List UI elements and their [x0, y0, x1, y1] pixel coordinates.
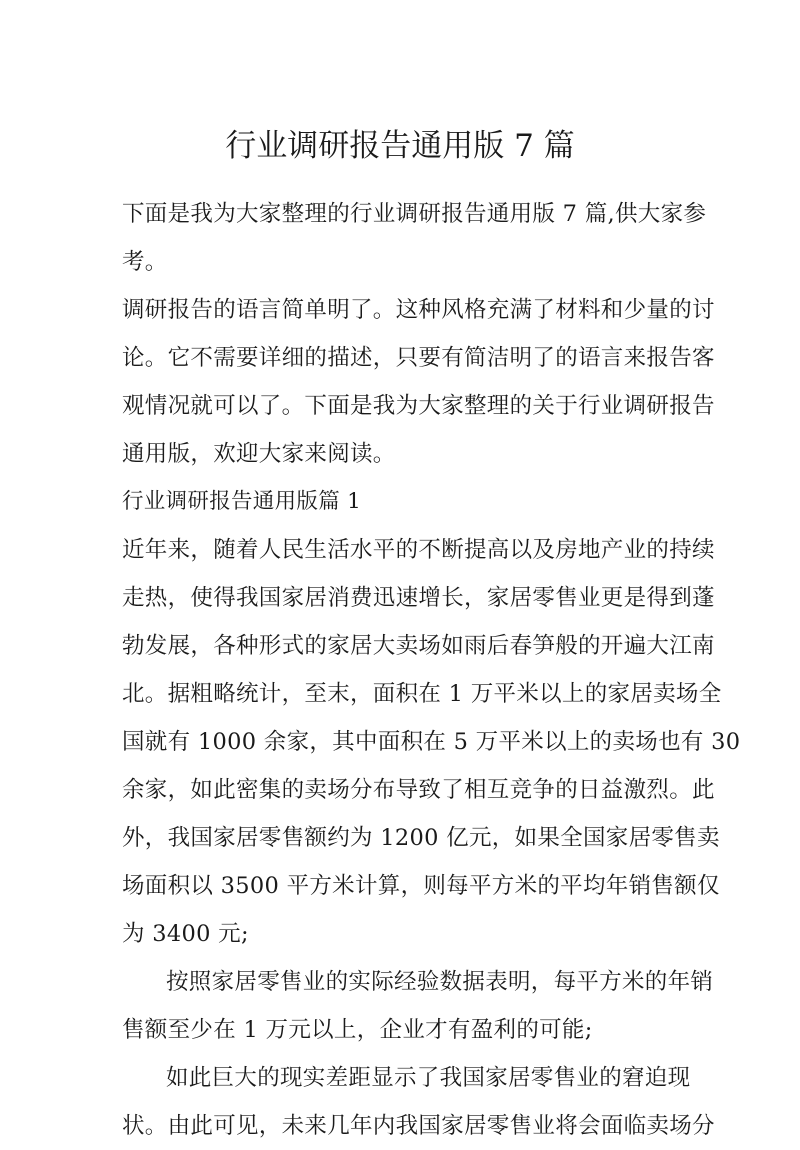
- paragraph-line: 论。它不需要详细的描述，只要有简洁明了的语言来报告客: [122, 345, 715, 371]
- paragraph-line: 走热，使得我国家居消费迅速增长，家居零售业更是得到蓬: [122, 585, 715, 611]
- paragraph-line: 勃发展，各种形式的家居大卖场如雨后春笋般的开遍大江南: [122, 633, 715, 659]
- paragraph-line: 考。: [122, 249, 168, 275]
- paragraph-line: 状。由此可见，未来几年内我国家居零售业将会面临卖场分: [122, 1113, 715, 1139]
- paragraph-line: 场面积以 3500 平方米计算，则每平方米的平均年销售额仅: [122, 873, 720, 899]
- paragraph-line: 通用版，欢迎大家来阅读。: [122, 441, 396, 467]
- section-heading: 行业调研报告通用版篇 1: [122, 489, 362, 514]
- paragraph-line: 按照家居零售业的实际经验数据表明，每平方米的年销: [166, 969, 714, 995]
- paragraph-line: 外，我国家居零售额约为 1200 亿元，如果全国家居零售卖: [122, 825, 720, 851]
- paragraph-line: 售额至少在 1 万元以上，企业才有盈利的可能;: [122, 1017, 593, 1043]
- paragraph-line: 国就有 1000 余家，其中面积在 5 万平米以上的卖场也有 30: [122, 729, 741, 755]
- paragraph-line: 北。据粗略统计，至末，面积在 1 万平米以上的家居卖场全: [122, 681, 722, 707]
- document-body: [122, 190, 741, 1150]
- paragraph-line: 下面是我为大家整理的行业调研报告通用版 7 篇,供大家参: [122, 201, 707, 227]
- paragraph-line: 为 3400 元;: [122, 921, 249, 947]
- document-title: 行业调研报告通用版 7 篇: [225, 128, 575, 164]
- paragraph-line: 调研报告的语言简单明了。这种风格充满了材料和少量的讨: [122, 297, 715, 323]
- paragraph-line: 余家，如此密集的卖场分布导致了相互竞争的日益激烈。此: [122, 777, 715, 803]
- paragraph-line: 观情况就可以了。下面是我为大家整理的关于行业调研报告: [122, 393, 715, 419]
- paragraph-line: 近年来，随着人民生活水平的不断提高以及房地产业的持续: [122, 537, 715, 563]
- paragraph-line: 如此巨大的现实差距显示了我国家居零售业的窘迫现: [166, 1065, 691, 1091]
